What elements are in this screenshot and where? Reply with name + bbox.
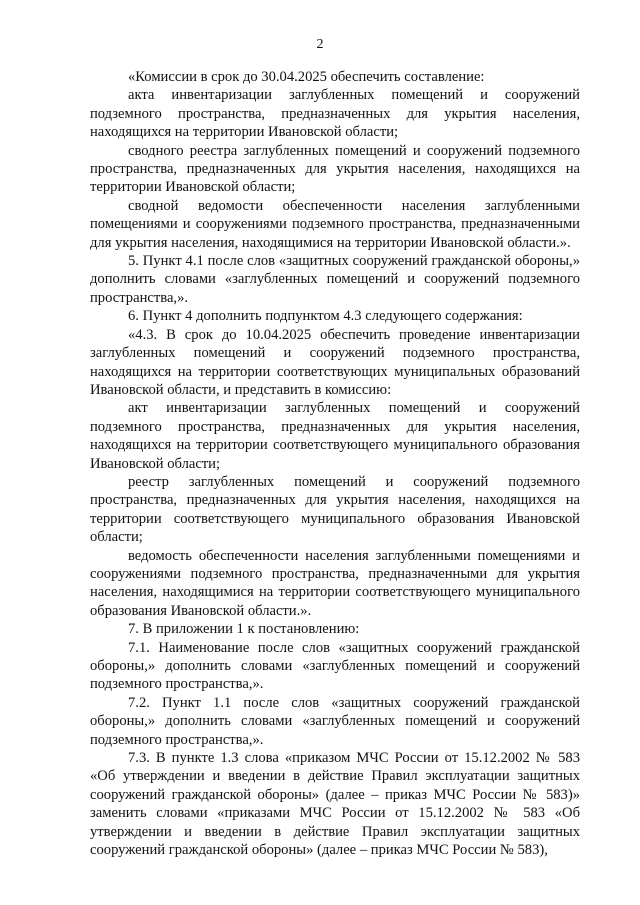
paragraph-commission-deadline: «Комиссии в срок до 30.04.2025 обеспечить составление: — [128, 69, 485, 85]
paragraph-subitem-4-3: «4.3. В срок до 10.04.2025 обеспечить проведение инвентаризации заглубленных помещений и сооружений подземного пространства, находящихся на территории соответствующих муниципальных образований Ивановской области, и представить в комиссию: — [90, 326, 580, 398]
paragraph-item-7-1: 7.1. Наименование после слов «защитных сооружений гражданской обороны,» дополнить словами «заглубленных помещений и сооружений подземного пространства,». — [90, 639, 580, 693]
paragraph-summary-statement: сводной ведомости обеспеченности населения заглубленными помещениями и сооружениями подземного пространства, предназначенными для укрытия населения, находящимися на территории Ивановской области.». — [90, 197, 580, 251]
paragraph-item-5: 5. Пункт 4.1 после слов «защитных сооружений гражданской обороны,» дополнить словами «заглубленных помещений и сооружений подземного пространства,». — [90, 253, 580, 306]
page-number: 2 — [316, 37, 324, 52]
paragraph-item-6: 6. Пункт 4 дополнить подпунктом 4.3 следующего содержания: — [128, 308, 523, 325]
paragraph-inventory-act: акта инвентаризации заглубленных помещений и сооружений подземного пространства, предназначенных для укрытия населения, находящихся на территории Ивановской области; — [90, 87, 580, 141]
document-body — [90, 68, 580, 859]
paragraph-item-7-2: 7.2. Пункт 1.1 после слов «защитных сооружений гражданской обороны,» дополнить словами «заглубленных помещений и сооружений подземного пространства,». — [90, 694, 580, 748]
paragraph-municipal-statement: ведомость обеспеченности населения заглубленными помещениями и сооружениями подземного пространства, предназначенными для укрытия населения, находящимися на территории соответствующего муниципального образования Ивановской области.». — [90, 547, 580, 619]
paragraph-municipal-act: акт инвентаризации заглубленных помещений и сооружений подземного пространства, предназначенных для укрытия населения, находящихся на территории соответствующего муниципального образования Ивановской области; — [90, 400, 580, 472]
paragraph-item-7: 7. В приложении 1 к постановлению: — [128, 621, 360, 638]
paragraph-item-7-3: 7.3. В пункте 1.3 слова «приказом МЧС России от 15.12.2002 № 583 «Об утверждении и введении в действие Правил эксплуатации защитных сооружений гражданской обороны» (далее – приказ МЧС России № 583)» заменить словами «приказами МЧС России от 15.12.2002 № 583 «Об утверждении и введении в действие Правил эксплуатации защитных сооружений гражданской обороны» (далее – приказ МЧС России № 583), — [90, 750, 580, 859]
paragraph-summary-register: сводного реестра заглубленных помещений и сооружений подземного пространства, предназначенных для укрытия населения, находящихся на территории Ивановской области; — [90, 142, 580, 196]
paragraph-municipal-register: реестр заглубленных помещений и сооружений подземного пространства, предназначенных для укрытия населения, находящихся на территории соответствующего муниципального образования Ивановской области; — [90, 473, 580, 546]
